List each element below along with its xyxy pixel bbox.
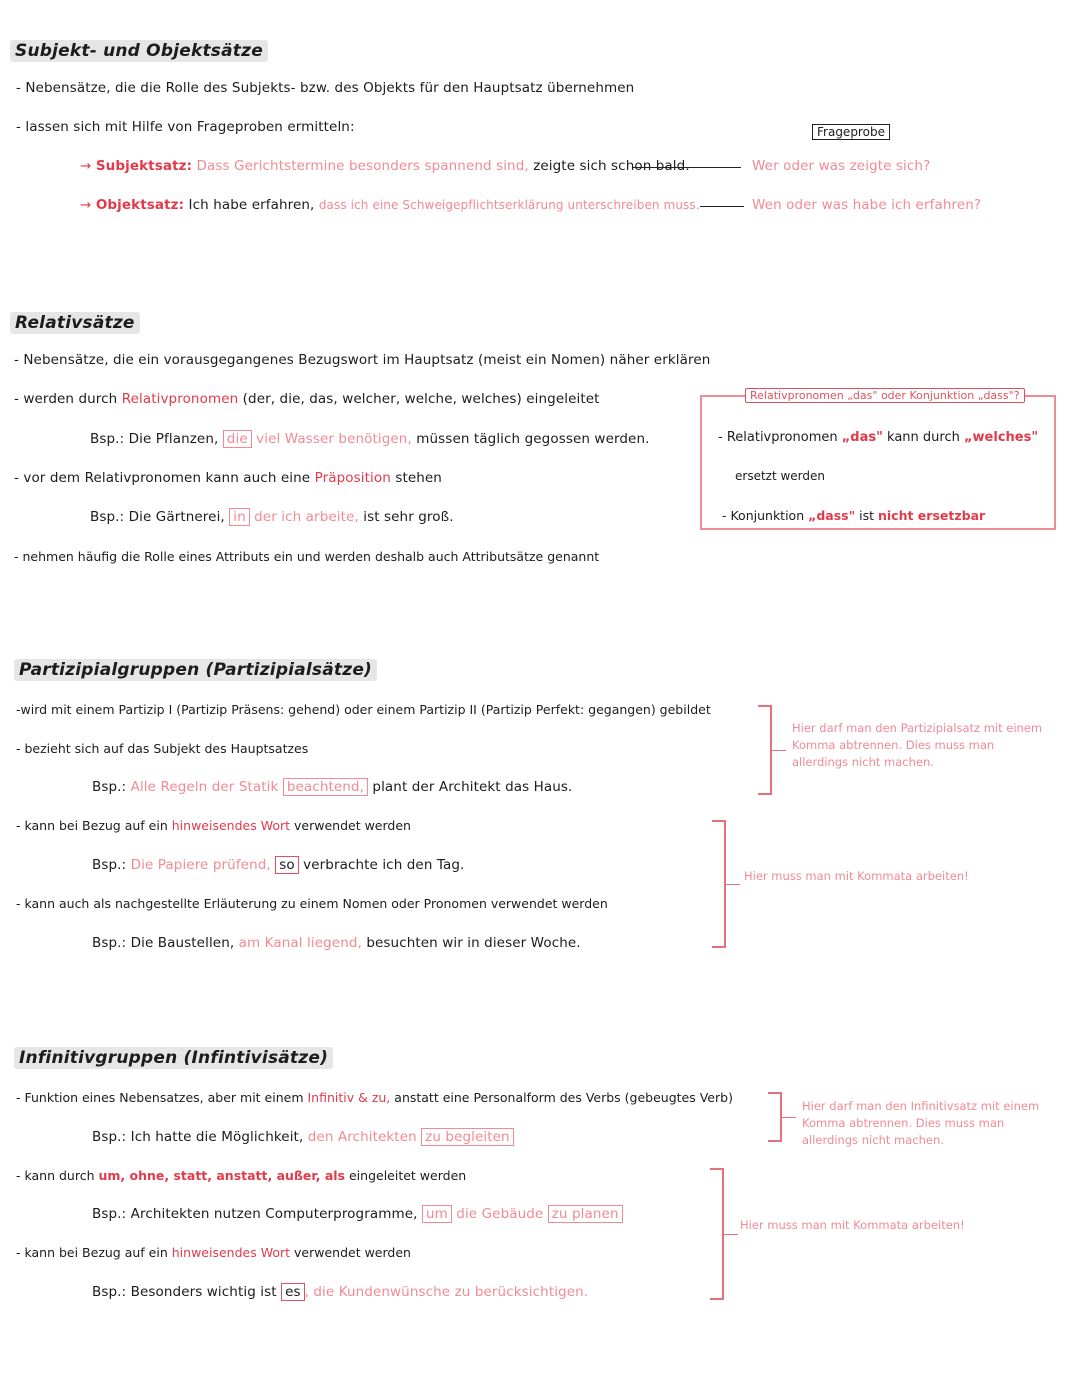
partizip-ex2-box: so	[275, 856, 299, 874]
infinitiv-b1-post: anstatt eine Personalform des Verbs (gebeugtes Verb)	[394, 1090, 733, 1105]
infinitiv-b2-post: eingeleitet werden	[348, 1168, 467, 1183]
relativ-b3-pre: - vor dem Relativpronomen kann auch eine	[14, 470, 311, 486]
relativ-ex1-pre: Die Pflanzen,	[128, 431, 219, 447]
objektsatz-question: Wen oder was habe ich erfahren?	[752, 197, 982, 213]
subjekt-bullet-1: - Nebensätze, die die Rolle des Subjekts- bzw. des Objekts für den Hauptsatz übernehmen	[16, 80, 635, 96]
partizip-ex2-post: verbrachte ich den Tag.	[303, 857, 465, 873]
infinitiv-ex1-pink: den Architekten	[307, 1129, 417, 1145]
das-dass-line-2: ersetzt werden	[735, 469, 825, 483]
infinitiv-bullet-1	[16, 1090, 733, 1105]
infinitiv-ex3-pink: , die Kundenwünsche zu berücksichtigen.	[304, 1284, 589, 1300]
arrow-icon: →	[80, 197, 92, 213]
relativ-ex1-post: müssen täglich gegossen werden.	[416, 431, 650, 447]
partizip-note-optional: Hier darf man den Partizipialsatz mit einem Komma abtrennen. Dies muss man allerdings nicht machen.	[792, 721, 1043, 769]
box-l1-mid: kann durch	[887, 430, 960, 445]
heading-subjekt-objektsaetze: Subjekt- und Objektsätze	[10, 40, 268, 62]
infinitiv-example-2	[92, 1206, 623, 1222]
relativ-bullet-3	[14, 470, 442, 486]
box-l1-pre: - Relativpronomen	[718, 430, 838, 445]
partizip-ex1-box: beachtend,	[283, 778, 368, 796]
partizip-note-required: Hier muss man mit Kommata arbeiten!	[744, 869, 969, 883]
relativ-b2-post: (der, die, das, welcher, welche, welches) eingeleitet	[242, 391, 600, 407]
infinitiv-ex1-pre: Ich hatte die Möglichkeit,	[130, 1129, 304, 1145]
bsp-label: Bsp.:	[90, 431, 125, 447]
infinitiv-bullet-3	[16, 1245, 411, 1260]
infinitiv-note-optional: Hier darf man den Infinitivsatz mit einem Komma abtrennen. Dies muss man allerdings nicht machen.	[802, 1099, 1040, 1147]
infinitiv-note-required: Hier muss man mit Kommata arbeiten!	[740, 1218, 965, 1232]
bsp-label: Bsp.:	[90, 509, 125, 525]
relativ-bullet-4: - nehmen häufig die Rolle eines Attributs ein und werden deshalb auch Attributsätze genannt	[14, 549, 600, 564]
partizip-ex2-pink: Die Papiere prüfend,	[130, 857, 271, 873]
infinitiv-example-3	[92, 1284, 588, 1300]
bracket-partizip-required	[712, 820, 726, 948]
infinitiv-ex2-box2: zu planen	[548, 1205, 623, 1223]
subjektsatz-rest: zeigte sich schon bald.	[533, 158, 690, 174]
objektsatz-rest: Ich habe erfahren,	[188, 197, 315, 213]
relativ-example-2	[90, 509, 454, 525]
subjektsatz-question: Wer oder was zeigte sich?	[752, 158, 931, 174]
infinitiv-b2-pre: - kann durch	[16, 1168, 95, 1183]
infinitiv-ex2-box1: um	[422, 1205, 452, 1223]
box-l1-red2: „welches"	[964, 430, 1039, 445]
partizip-bullet-2: - bezieht sich auf das Subjekt des Hauptsatzes	[16, 741, 309, 756]
heading-infinitivgruppen: Infinitivgruppen (Infintivisätze)	[14, 1047, 333, 1069]
box-l1-red: „das"	[841, 430, 883, 445]
subjektsatz-pink: Dass Gerichtstermine besonders spannend sind,	[196, 158, 529, 174]
connector-line-1	[633, 167, 741, 168]
partizip-b3-red: hinweisendes Wort	[171, 818, 291, 833]
frageprobe-label: Frageprobe	[812, 124, 890, 140]
relativ-ex2-box: in	[229, 508, 250, 526]
partizip-example-3	[92, 935, 581, 951]
relativ-b2-red: Relativpronomen	[121, 391, 239, 407]
infinitiv-b2-red: um, ohne, statt, anstatt, außer, als	[98, 1168, 345, 1183]
infinitiv-ex2-pink: die Gebäude	[456, 1206, 544, 1222]
infinitiv-example-1	[92, 1129, 514, 1145]
partizip-ex3-pink: am Kanal liegend,	[238, 935, 362, 951]
box-l3-mid: ist	[859, 508, 874, 523]
infinitiv-ex3-box: es	[281, 1283, 305, 1301]
relativ-bullet-2	[14, 391, 600, 407]
relativ-ex2-post: ist sehr groß.	[363, 509, 454, 525]
partizip-b3-pre: - kann bei Bezug auf ein	[16, 818, 168, 833]
bsp-label: Bsp.:	[92, 1284, 127, 1300]
relativ-b3-post: stehen	[395, 470, 442, 486]
das-dass-line-3	[722, 508, 985, 523]
partizip-ex1-pink: Alle Regeln der Statik	[130, 779, 279, 795]
heading-relativsaetze: Relativsätze	[10, 312, 140, 334]
objektsatz-pink: dass ich eine Schweigepflichtserklärung unterschreiben muss.	[318, 198, 700, 212]
infinitiv-b1-red: Infinitiv & zu,	[307, 1090, 391, 1105]
infinitiv-b3-pre: - kann bei Bezug auf ein	[16, 1245, 168, 1260]
bsp-label: Bsp.:	[92, 1129, 127, 1145]
infinitiv-ex1-box: zu begleiten	[421, 1128, 514, 1146]
box-l3-red2: nicht ersetzbar	[877, 508, 986, 523]
relativ-bullet-1: - Nebensätze, die ein vorausgegangenes Bezugswort im Hauptsatz (meist ein Nomen) näher erklären	[14, 352, 711, 368]
bsp-label: Bsp.:	[92, 779, 127, 795]
subjektsatz-label: Subjektsatz:	[95, 158, 193, 174]
relativ-ex2-pink: der ich arbeite,	[254, 509, 359, 525]
bracket-partizip-optional	[758, 705, 772, 795]
das-dass-box-title: Relativpronomen „das" oder Konjunktion „dass"?	[745, 388, 1025, 403]
partizip-ex3-post: besuchten wir in dieser Woche.	[366, 935, 581, 951]
bracket-infinitiv-required	[710, 1168, 724, 1300]
infinitiv-bullet-2	[16, 1168, 466, 1183]
objektsatz-label: Objektsatz:	[95, 197, 185, 213]
arrow-icon: →	[80, 158, 92, 174]
infinitiv-b3-post: verwendet werden	[294, 1245, 411, 1260]
bsp-label: Bsp.:	[92, 1206, 127, 1222]
infinitiv-b3-red: hinweisendes Wort	[171, 1245, 291, 1260]
relativ-example-1	[90, 431, 650, 447]
partizip-example-1	[92, 779, 572, 795]
bsp-label: Bsp.:	[92, 935, 127, 951]
infinitiv-b1-pre: - Funktion eines Nebensatzes, aber mit einem	[16, 1090, 304, 1105]
box-l3-red: „dass"	[808, 508, 856, 523]
infinitiv-ex2-pre: Architekten nutzen Computerprogramme,	[130, 1206, 418, 1222]
partizip-bullet-1: -wird mit einem Partizip I (Partizip Präsens: gehend) oder einem Partizip II (Partizip Perfekt: gegangen) gebildet	[16, 702, 711, 717]
relativ-b2-pre: - werden durch	[14, 391, 118, 407]
infinitiv-ex3-pre: Besonders wichtig ist	[130, 1284, 277, 1300]
bsp-label: Bsp.:	[92, 857, 127, 873]
partizip-ex1-post: plant der Architekt das Haus.	[372, 779, 573, 795]
partizip-b3-post: verwendet werden	[294, 818, 411, 833]
heading-partizipialgruppen: Partizipialgruppen (Partizipialsätze)	[14, 659, 377, 681]
relativ-b3-red: Präposition	[314, 470, 391, 486]
partizip-bullet-3	[16, 818, 411, 833]
relativ-ex2-pre: Die Gärtnerei,	[128, 509, 225, 525]
subjekt-bullet-2: - lassen sich mit Hilfe von Frageproben ermitteln:	[16, 119, 355, 135]
subjektsatz-example	[80, 158, 690, 174]
box-l3-pre: - Konjunktion	[722, 508, 805, 523]
relativ-ex1-pink: viel Wasser benötigen,	[256, 431, 412, 447]
relativ-ex1-box: die	[223, 430, 252, 448]
partizip-example-2	[92, 857, 464, 873]
objektsatz-example	[80, 197, 700, 213]
connector-line-2	[700, 206, 744, 207]
das-dass-line-1	[718, 430, 1038, 445]
partizip-bullet-4: - kann auch als nachgestellte Erläuterung zu einem Nomen oder Pronomen verwendet werden	[16, 896, 608, 911]
bracket-infinitiv-optional	[768, 1092, 782, 1142]
partizip-ex3-pre: Die Baustellen,	[130, 935, 235, 951]
